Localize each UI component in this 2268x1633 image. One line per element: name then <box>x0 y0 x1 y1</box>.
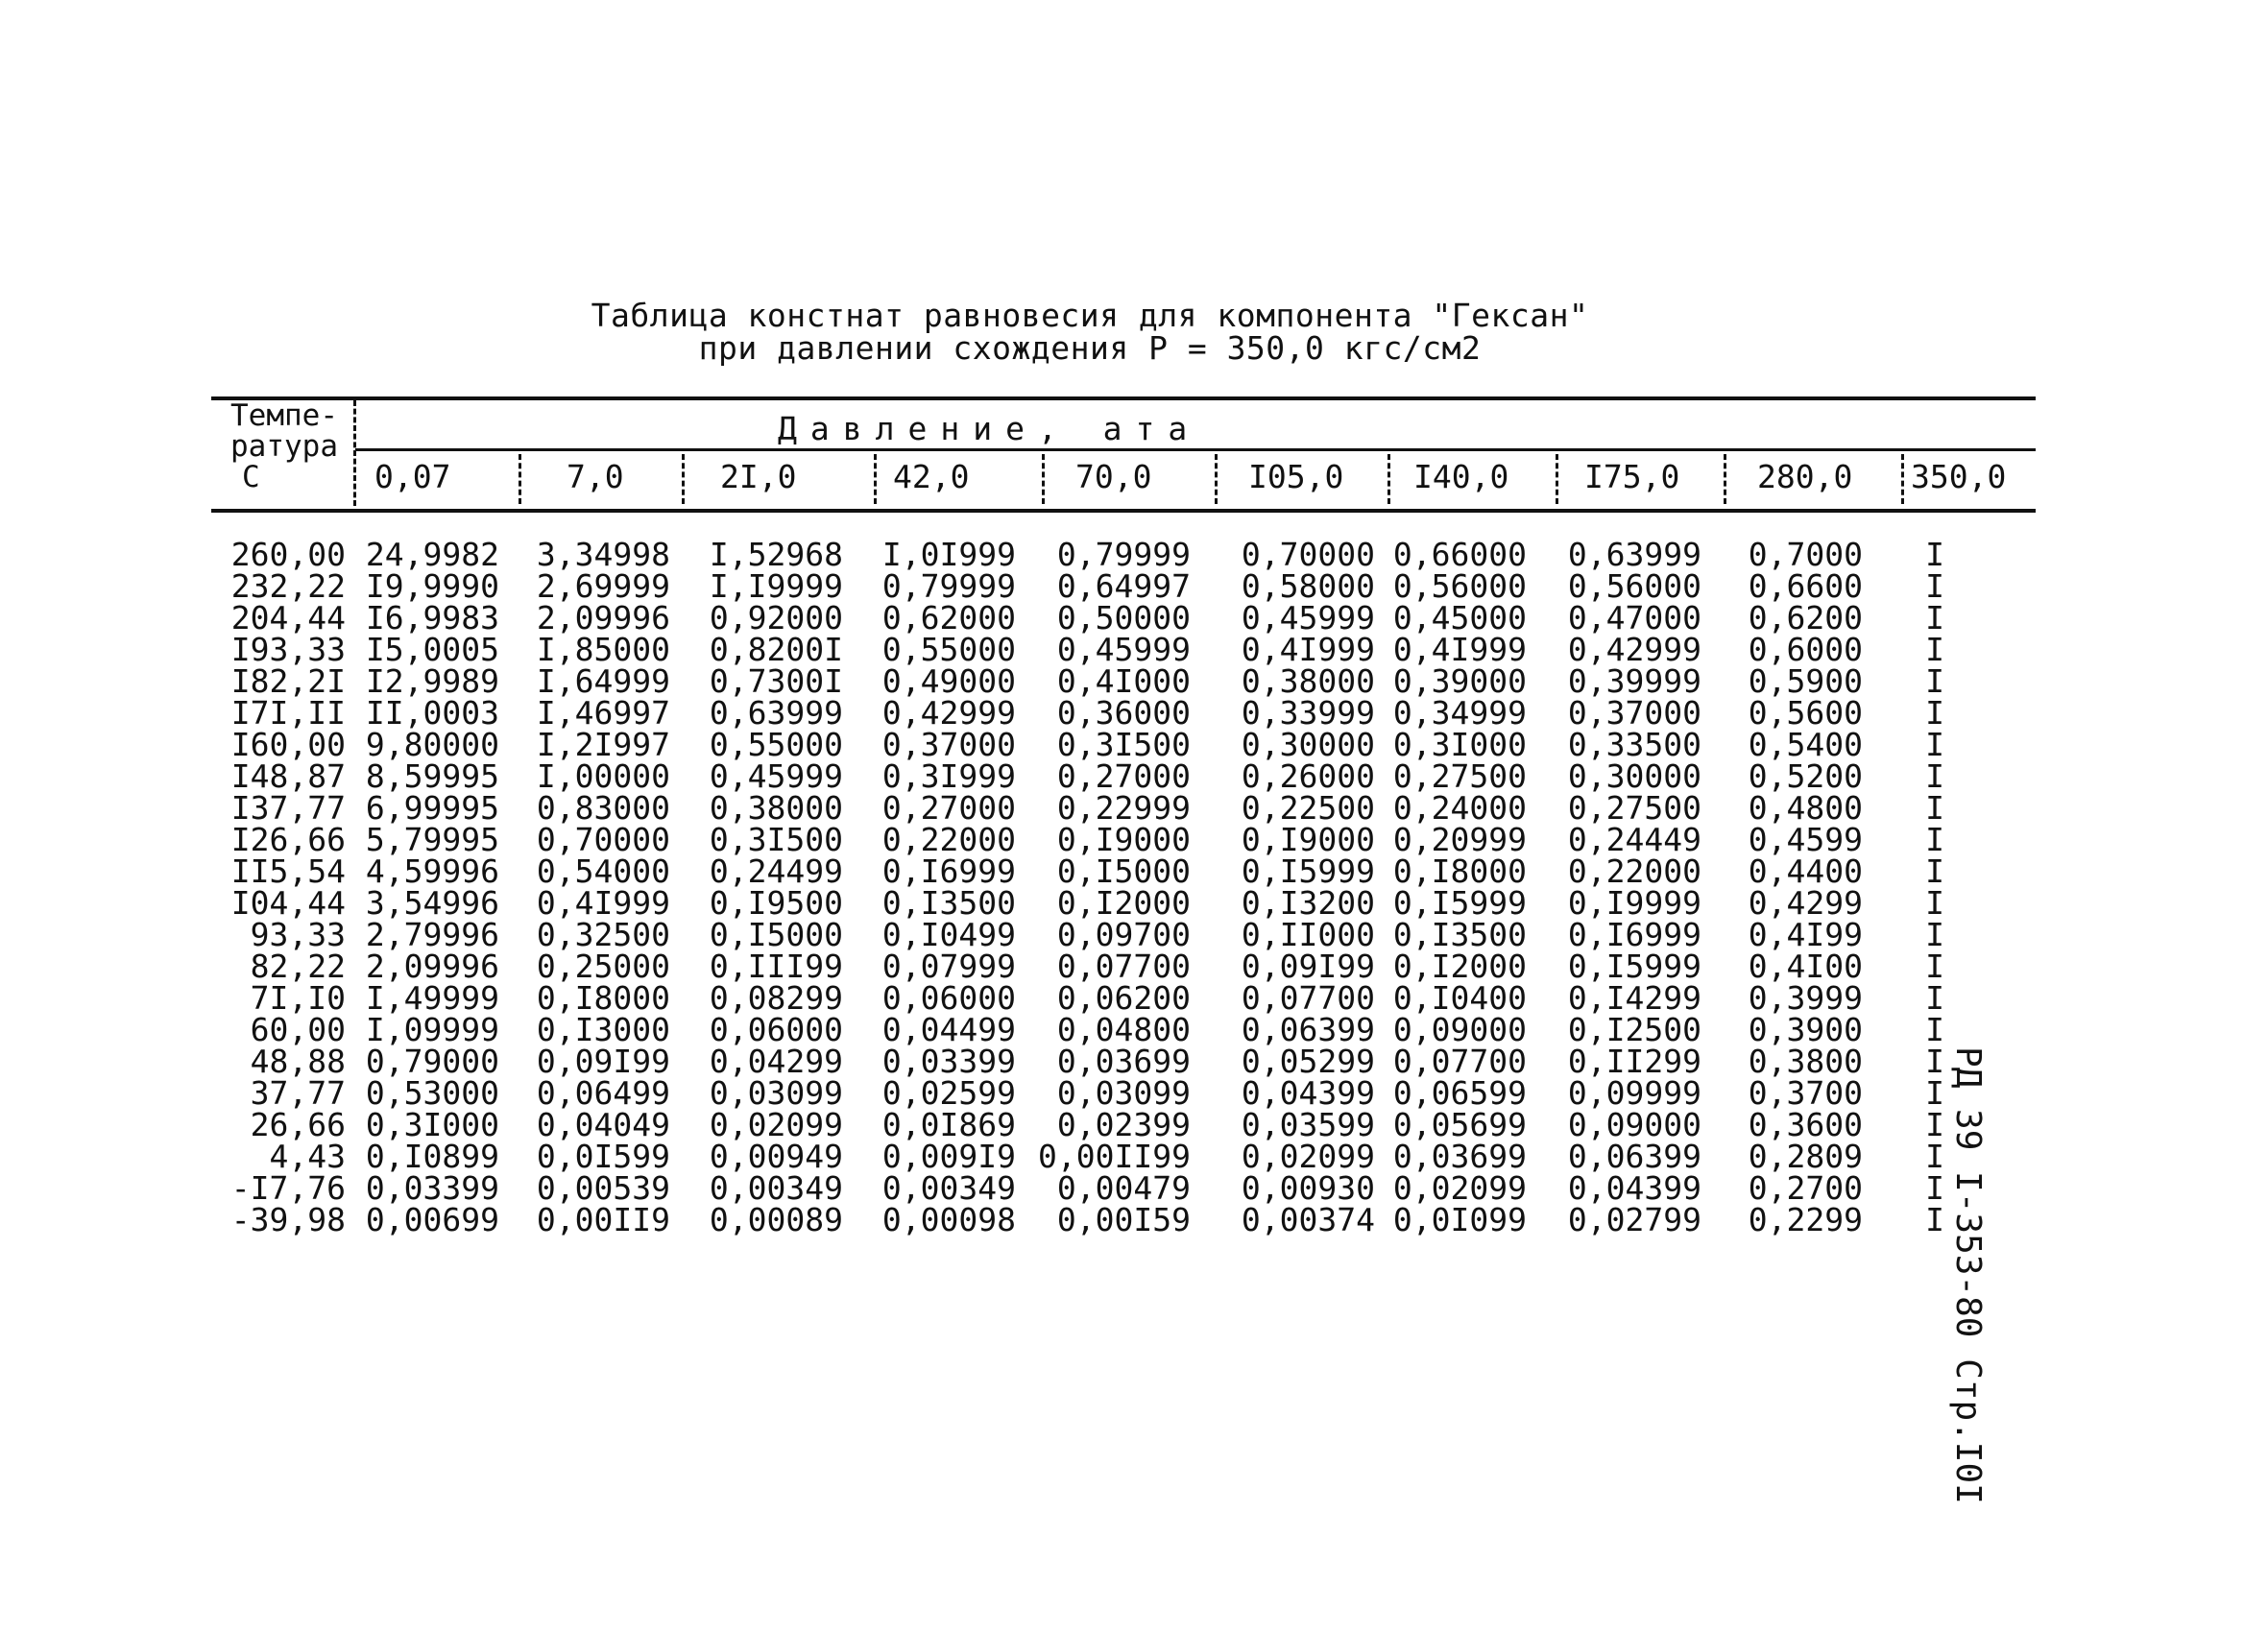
value-cell: 0,02799 <box>1567 1201 1701 1238</box>
value-cell: 3,34998 <box>536 536 670 573</box>
value-cell: 0,7300I <box>709 662 843 700</box>
column-separator <box>682 454 685 504</box>
value-cell: 0,2809 <box>1748 1138 1863 1175</box>
temperature-cell: I26,66 <box>230 821 346 858</box>
value-cell: 0,3I500 <box>1056 726 1191 763</box>
value-cell: 0,00949 <box>709 1138 843 1175</box>
value-cell: 0,2299 <box>1748 1201 1863 1238</box>
value-cell: 0,3I500 <box>709 821 843 858</box>
temperature-header-line-2: ратура <box>230 429 338 464</box>
pressure-column-header: 42,0 <box>893 458 970 495</box>
value-cell: 0,06399 <box>1567 1138 1701 1175</box>
value-cell: 0,24449 <box>1567 821 1701 858</box>
value-cell: 0,I2000 <box>1056 884 1191 922</box>
value-cell: 0,00539 <box>536 1169 670 1207</box>
temperature-cell: 4,43 <box>269 1138 346 1175</box>
value-cell: I9,9990 <box>365 567 499 605</box>
value-cell: I,52968 <box>709 536 843 573</box>
value-cell: 0,22000 <box>881 821 1016 858</box>
value-cell: 0,4I99 <box>1748 916 1863 953</box>
value-cell: 0,02399 <box>1056 1106 1191 1143</box>
value-cell: 0,00349 <box>881 1169 1016 1207</box>
value-cell: 0,25000 <box>536 948 670 985</box>
value-cell: 0,30000 <box>1567 757 1701 795</box>
value-cell: 0,83000 <box>536 789 670 827</box>
temperature-cell: II5,54 <box>230 853 346 890</box>
value-cell: 0,63999 <box>709 694 843 732</box>
value-cell: I <box>1925 1169 1944 1207</box>
value-cell: 0,I5999 <box>1567 948 1701 985</box>
value-cell: 0,09I99 <box>536 1043 670 1080</box>
value-cell: 0,37000 <box>881 726 1016 763</box>
pressure-header: Давление, ата <box>778 410 1201 447</box>
value-cell: 0,50000 <box>1056 599 1191 636</box>
value-cell: 0,00930 <box>1241 1169 1375 1207</box>
value-cell: 0,02099 <box>1241 1138 1375 1175</box>
value-cell: 0,I9999 <box>1567 884 1701 922</box>
value-cell: 0,4I00 <box>1748 948 1863 985</box>
temperature-cell: 37,77 <box>250 1074 346 1112</box>
value-cell: 0,00374 <box>1241 1201 1375 1238</box>
value-cell: 0,I9500 <box>709 884 843 922</box>
value-cell: 0,03099 <box>709 1074 843 1112</box>
value-cell: I6,9983 <box>365 599 499 636</box>
value-cell: 0,24499 <box>709 853 843 890</box>
value-cell: 0,3I000 <box>1392 726 1527 763</box>
column-separator <box>1901 454 1904 504</box>
value-cell: 0,4800 <box>1748 789 1863 827</box>
value-cell: 0,0I599 <box>536 1138 670 1175</box>
value-cell: 0,04049 <box>536 1106 670 1143</box>
value-cell: 0,0I869 <box>881 1106 1016 1143</box>
value-cell: 0,00II99 <box>1038 1138 1191 1175</box>
value-cell: 0,03699 <box>1392 1138 1527 1175</box>
value-cell: 0,79999 <box>1056 536 1191 573</box>
value-cell: 0,54000 <box>536 853 670 890</box>
value-cell: 0,03099 <box>1056 1074 1191 1112</box>
value-cell: 0,I6999 <box>1567 916 1701 953</box>
value-cell: 0,00089 <box>709 1201 843 1238</box>
value-cell: 0,3999 <box>1748 979 1863 1017</box>
value-cell: 0,07700 <box>1241 979 1375 1017</box>
value-cell: 0,39999 <box>1567 662 1701 700</box>
value-cell: 0,26000 <box>1241 757 1375 795</box>
column-separator <box>1387 454 1390 504</box>
value-cell: 0,53000 <box>365 1074 499 1112</box>
value-cell: 0,06599 <box>1392 1074 1527 1112</box>
value-cell: 0,04399 <box>1567 1169 1701 1207</box>
value-cell: 0,07700 <box>1056 948 1191 985</box>
value-cell: I <box>1925 979 1944 1017</box>
value-cell: 0,8200I <box>709 631 843 668</box>
value-cell: I,49999 <box>365 979 499 1017</box>
value-cell: 0,2700 <box>1748 1169 1863 1207</box>
title-line-1: Таблица констнат равновесия для компонента "Гексан" <box>591 297 1589 334</box>
value-cell: 0,0I099 <box>1392 1201 1527 1238</box>
value-cell: 0,09000 <box>1392 1011 1527 1048</box>
column-separator <box>1724 454 1726 504</box>
value-cell: 0,70000 <box>536 821 670 858</box>
value-cell: 0,03399 <box>365 1169 499 1207</box>
column-separator <box>1042 454 1045 504</box>
value-cell: 0,07999 <box>881 948 1016 985</box>
value-cell: 0,5400 <box>1748 726 1863 763</box>
value-cell: 0,6000 <box>1748 631 1863 668</box>
value-cell: 0,62000 <box>881 599 1016 636</box>
temperature-cell: -39,98 <box>230 1201 346 1238</box>
value-cell: 0,38000 <box>1241 662 1375 700</box>
value-cell: 0,55000 <box>709 726 843 763</box>
value-cell: I <box>1925 821 1944 858</box>
value-cell: I <box>1925 599 1944 636</box>
value-cell: 0,92000 <box>709 599 843 636</box>
value-cell: 0,00II9 <box>536 1201 670 1238</box>
value-cell: 0,3800 <box>1748 1043 1863 1080</box>
value-cell: 0,22500 <box>1241 789 1375 827</box>
value-cell: 0,I0400 <box>1392 979 1527 1017</box>
value-cell: 0,4400 <box>1748 853 1863 890</box>
pressure-column-header: 350,0 <box>1911 458 2007 495</box>
value-cell: 6,99995 <box>365 789 499 827</box>
value-cell: 0,79999 <box>881 567 1016 605</box>
value-cell: I <box>1925 1011 1944 1048</box>
value-cell: 0,02099 <box>1392 1169 1527 1207</box>
value-cell: 0,I8000 <box>536 979 670 1017</box>
value-cell: I,64999 <box>536 662 670 700</box>
value-cell: 0,00479 <box>1056 1169 1191 1207</box>
value-cell: 0,I5000 <box>1056 853 1191 890</box>
temperature-cell: 26,66 <box>250 1106 346 1143</box>
value-cell: 0,04299 <box>709 1043 843 1080</box>
value-cell: I,0I999 <box>881 536 1016 573</box>
pressure-column-header: I75,0 <box>1584 458 1680 495</box>
value-cell: 0,5200 <box>1748 757 1863 795</box>
value-cell: 0,27000 <box>1056 757 1191 795</box>
value-cell: 0,58000 <box>1241 567 1375 605</box>
pressure-column-header: 280,0 <box>1757 458 1853 495</box>
value-cell: 0,3I999 <box>881 757 1016 795</box>
value-cell: I <box>1925 757 1944 795</box>
table-header-bottom-rule <box>211 509 2036 513</box>
table-top-rule <box>211 396 2036 400</box>
value-cell: 0,4299 <box>1748 884 1863 922</box>
value-cell: 0,06000 <box>709 1011 843 1048</box>
value-cell: I,46997 <box>536 694 670 732</box>
value-cell: 0,I5999 <box>1392 884 1527 922</box>
temperature-cell: I04,44 <box>230 884 346 922</box>
value-cell: 0,I3200 <box>1241 884 1375 922</box>
value-cell: 0,3600 <box>1748 1106 1863 1143</box>
value-cell: 0,4599 <box>1748 821 1863 858</box>
value-cell: I,2I997 <box>536 726 670 763</box>
value-cell: 0,I0899 <box>365 1138 499 1175</box>
value-cell: 9,80000 <box>365 726 499 763</box>
value-cell: 0,06000 <box>881 979 1016 1017</box>
temperature-cell: 260,00 <box>230 536 346 573</box>
value-cell: 8,59995 <box>365 757 499 795</box>
value-cell: 2,09996 <box>536 599 670 636</box>
value-cell: 0,56000 <box>1567 567 1701 605</box>
value-cell: 0,34999 <box>1392 694 1527 732</box>
value-cell: 0,02599 <box>881 1074 1016 1112</box>
value-cell: 0,42999 <box>1567 631 1701 668</box>
value-cell: 0,I2000 <box>1392 948 1527 985</box>
value-cell: 0,3700 <box>1748 1074 1863 1112</box>
temperature-cell: 60,00 <box>250 1011 346 1048</box>
value-cell: 4,59996 <box>365 853 499 890</box>
value-cell: 0,I6999 <box>881 853 1016 890</box>
value-cell: 0,49000 <box>881 662 1016 700</box>
temperature-header-line-1: Темпе- <box>230 398 338 433</box>
value-cell: I,I9999 <box>709 567 843 605</box>
temperature-cell: I37,77 <box>230 789 346 827</box>
value-cell: 0,03699 <box>1056 1043 1191 1080</box>
value-cell: 0,09I99 <box>1241 948 1375 985</box>
value-cell: I <box>1925 631 1944 668</box>
value-cell: 0,45000 <box>1392 599 1527 636</box>
value-cell: 0,05299 <box>1241 1043 1375 1080</box>
value-cell: 0,009I9 <box>881 1138 1016 1175</box>
value-cell: 0,37000 <box>1567 694 1701 732</box>
value-cell: 0,3900 <box>1748 1011 1863 1048</box>
value-cell: I2,9989 <box>365 662 499 700</box>
value-cell: 0,45999 <box>1241 599 1375 636</box>
temperature-cell: I7I,II <box>230 694 346 732</box>
value-cell: 0,45999 <box>709 757 843 795</box>
value-cell: 3,54996 <box>365 884 499 922</box>
value-cell: 0,09999 <box>1567 1074 1701 1112</box>
value-cell: 0,20999 <box>1392 821 1527 858</box>
value-cell: 0,I3000 <box>536 1011 670 1048</box>
value-cell: I <box>1925 1043 1944 1080</box>
value-cell: I <box>1925 694 1944 732</box>
pressure-column-header: 2I,0 <box>720 458 797 495</box>
value-cell: 0,I3500 <box>1392 916 1527 953</box>
value-cell: 0,22999 <box>1056 789 1191 827</box>
table-title <box>576 297 1604 367</box>
value-cell: I <box>1925 1201 1944 1238</box>
value-cell: 0,07700 <box>1392 1043 1527 1080</box>
value-cell: 0,24000 <box>1392 789 1527 827</box>
value-cell: 0,04399 <box>1241 1074 1375 1112</box>
document-code: РД 39 I-353-80 Стр.I0I <box>1948 1046 1988 1504</box>
value-cell: 0,I9000 <box>1056 821 1191 858</box>
value-cell: 0,00699 <box>365 1201 499 1238</box>
value-cell: II,0003 <box>365 694 499 732</box>
value-cell: 5,79995 <box>365 821 499 858</box>
value-cell: I,09999 <box>365 1011 499 1048</box>
value-cell: 0,5900 <box>1748 662 1863 700</box>
table-header-rule <box>355 448 2036 451</box>
pressure-column-header: I40,0 <box>1413 458 1509 495</box>
value-cell: 0,63999 <box>1567 536 1701 573</box>
value-cell: 0,33999 <box>1241 694 1375 732</box>
value-cell: 0,04800 <box>1056 1011 1191 1048</box>
value-cell: 0,3I000 <box>365 1106 499 1143</box>
value-cell: 0,22000 <box>1567 853 1701 890</box>
value-cell: 0,I2500 <box>1567 1011 1701 1048</box>
value-cell: 0,32500 <box>536 916 670 953</box>
title-line-2: при давлении схождения P = 350,0 кгс/см2 <box>698 329 1482 367</box>
value-cell: 0,47000 <box>1567 599 1701 636</box>
value-cell: 0,00098 <box>881 1201 1016 1238</box>
value-cell: 0,04499 <box>881 1011 1016 1048</box>
temperature-cell: 82,22 <box>250 948 346 985</box>
value-cell: I <box>1925 1074 1944 1112</box>
value-cell: I <box>1925 1138 1944 1175</box>
value-cell: 0,7000 <box>1748 536 1863 573</box>
value-cell: 0,6600 <box>1748 567 1863 605</box>
value-cell: 0,02099 <box>709 1106 843 1143</box>
column-separator <box>519 454 521 504</box>
value-cell: 0,I9000 <box>1241 821 1375 858</box>
value-cell: 2,69999 <box>536 567 670 605</box>
value-cell: 0,70000 <box>1241 536 1375 573</box>
temperature-cell: -I7,76 <box>230 1169 346 1207</box>
value-cell: 0,05699 <box>1392 1106 1527 1143</box>
value-cell: 0,55000 <box>881 631 1016 668</box>
value-cell: 0,4I999 <box>536 884 670 922</box>
value-cell: 0,I5000 <box>709 916 843 953</box>
value-cell: I <box>1925 884 1944 922</box>
temperature-cell: 204,44 <box>230 599 346 636</box>
value-cell: 0,II000 <box>1241 916 1375 953</box>
value-cell: 0,00I59 <box>1056 1201 1191 1238</box>
temperature-cell: 48,88 <box>250 1043 346 1080</box>
value-cell: I <box>1925 916 1944 953</box>
value-cell: I <box>1925 536 1944 573</box>
value-cell: I <box>1925 1106 1944 1143</box>
value-cell: I <box>1925 567 1944 605</box>
value-cell: 0,64997 <box>1056 567 1191 605</box>
value-cell: 0,06399 <box>1241 1011 1375 1048</box>
value-cell: 24,9982 <box>365 536 499 573</box>
value-cell: I,85000 <box>536 631 670 668</box>
column-separator <box>1556 454 1558 504</box>
value-cell: 0,03599 <box>1241 1106 1375 1143</box>
temperature-column-separator <box>353 400 356 506</box>
value-cell: I <box>1925 948 1944 985</box>
temperature-cell: 93,33 <box>250 916 346 953</box>
pressure-column-header: 7,0 <box>567 458 624 495</box>
pressure-column-header: 0,07 <box>374 458 451 495</box>
value-cell: 0,09700 <box>1056 916 1191 953</box>
value-cell: I <box>1925 662 1944 700</box>
value-cell: 0,36000 <box>1056 694 1191 732</box>
pressure-column-header: 70,0 <box>1075 458 1152 495</box>
value-cell: 0,27500 <box>1567 789 1701 827</box>
column-separator <box>874 454 877 504</box>
value-cell: 0,56000 <box>1392 567 1527 605</box>
value-cell: 0,66000 <box>1392 536 1527 573</box>
value-cell: 0,27000 <box>881 789 1016 827</box>
value-cell: 0,4I999 <box>1241 631 1375 668</box>
value-cell: 0,30000 <box>1241 726 1375 763</box>
value-cell: 0,4I999 <box>1392 631 1527 668</box>
value-cell: 0,06200 <box>1056 979 1191 1017</box>
value-cell: 0,38000 <box>709 789 843 827</box>
value-cell: 2,79996 <box>365 916 499 953</box>
temperature-cell: I82,2I <box>230 662 346 700</box>
value-cell: 0,6200 <box>1748 599 1863 636</box>
value-cell: 0,I4299 <box>1567 979 1701 1017</box>
temperature-cell: 232,22 <box>230 567 346 605</box>
value-cell: 0,06499 <box>536 1074 670 1112</box>
value-cell: 0,00349 <box>709 1169 843 1207</box>
value-cell: I <box>1925 853 1944 890</box>
value-cell: I <box>1925 789 1944 827</box>
value-cell: 0,79000 <box>365 1043 499 1080</box>
value-cell: 2,09996 <box>365 948 499 985</box>
value-cell: 0,09000 <box>1567 1106 1701 1143</box>
value-cell: I5,0005 <box>365 631 499 668</box>
temperature-cell: I48,87 <box>230 757 346 795</box>
value-cell: 0,II299 <box>1567 1043 1701 1080</box>
temperature-header <box>230 400 338 492</box>
value-cell: 0,45999 <box>1056 631 1191 668</box>
pressure-column-header: I05,0 <box>1248 458 1344 495</box>
temperature-header-line-3: C <box>242 460 260 494</box>
value-cell: 0,I0499 <box>881 916 1016 953</box>
temperature-cell: I93,33 <box>230 631 346 668</box>
value-cell: 0,4I000 <box>1056 662 1191 700</box>
value-cell: 0,39000 <box>1392 662 1527 700</box>
value-cell: 0,I3500 <box>881 884 1016 922</box>
value-cell: 0,42999 <box>881 694 1016 732</box>
value-cell: 0,33500 <box>1567 726 1701 763</box>
column-separator <box>1215 454 1218 504</box>
value-cell: 0,03399 <box>881 1043 1016 1080</box>
equilibrium-table <box>211 396 2036 1261</box>
value-cell: 0,III99 <box>709 948 843 985</box>
temperature-cell: I60,00 <box>230 726 346 763</box>
value-cell: 0,27500 <box>1392 757 1527 795</box>
value-cell: 0,5600 <box>1748 694 1863 732</box>
value-cell: 0,I8000 <box>1392 853 1527 890</box>
temperature-cell: 7I,I0 <box>250 979 346 1017</box>
value-cell: I,00000 <box>536 757 670 795</box>
value-cell: 0,I5999 <box>1241 853 1375 890</box>
value-cell: 0,08299 <box>709 979 843 1017</box>
value-cell: I <box>1925 726 1944 763</box>
